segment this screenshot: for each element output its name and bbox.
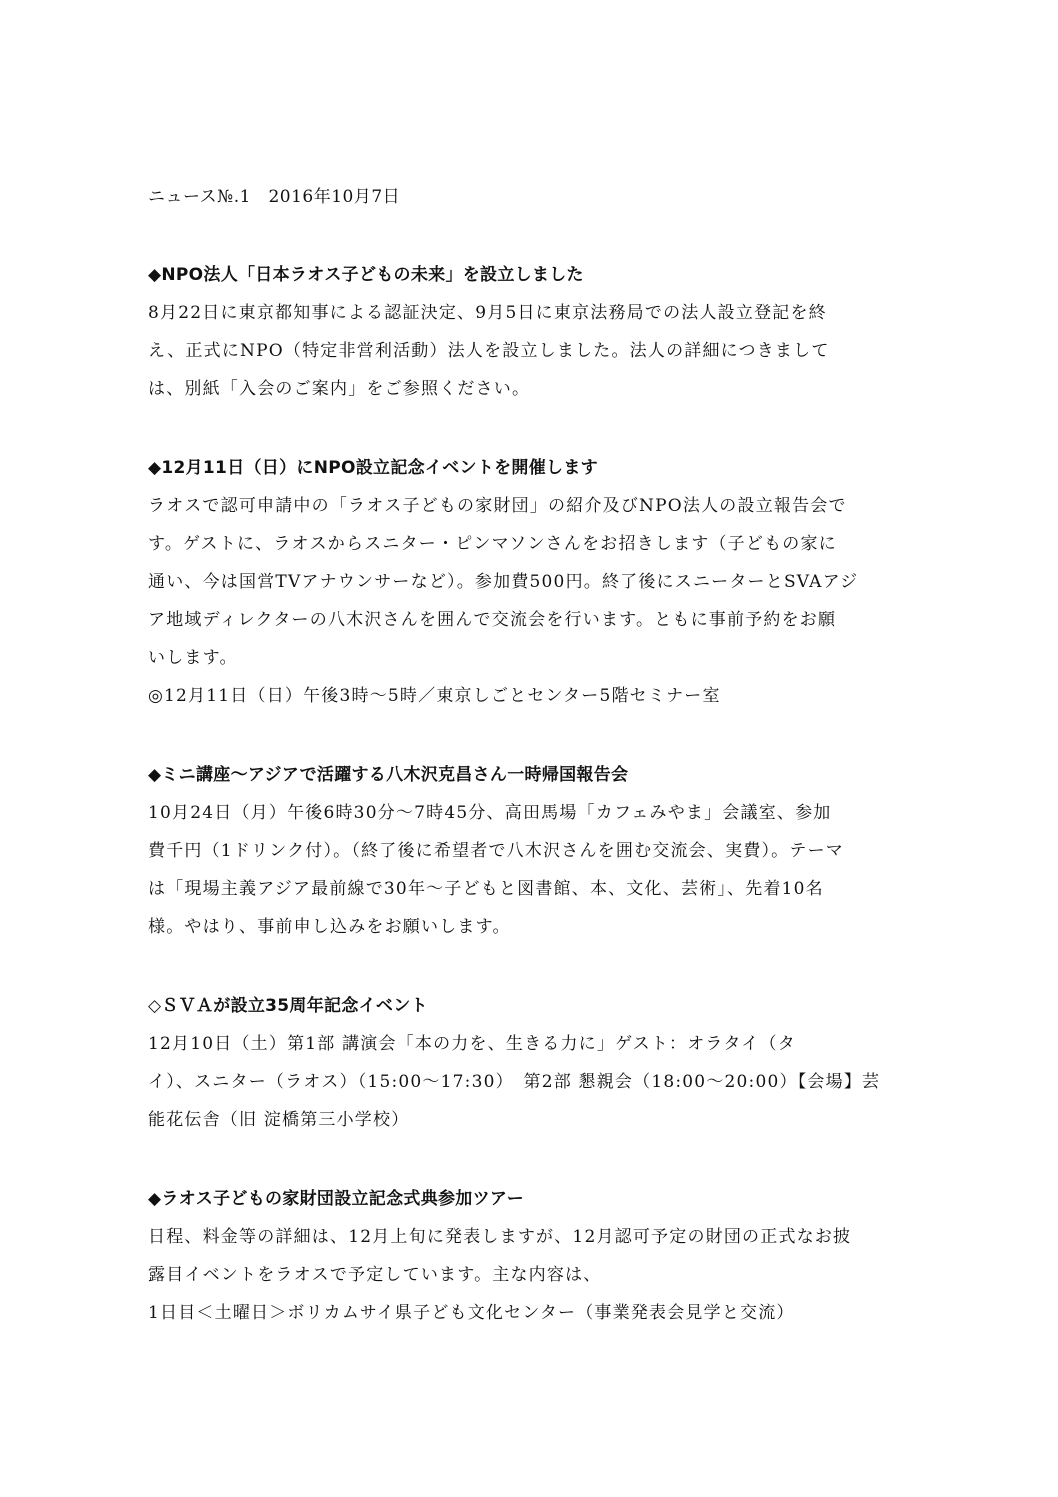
paragraph-line: え、正式にNPO（特定非営利活動）法人を設立しました。法人の詳細につきまして <box>148 341 830 361</box>
paragraph-line: 露目イベントをラオスで予定しています。主な内容は、 <box>148 1265 602 1285</box>
paragraph-line: は、別紙「入会のご案内」をご参照ください。 <box>148 379 531 399</box>
news-header: ニュース№.1 2016年10月7日 <box>148 187 401 207</box>
section-title: ◆ラオス子どもの家財団設立記念式典参加ツアー <box>148 1189 524 1209</box>
paragraph-line: 1日目＜土曜日＞ボリカムサイ県子ども文化センター（事業発表会見学と交流） <box>148 1303 795 1323</box>
paragraph-line: は「現場主義アジア最前線で30年〜子どもと図書館、本、文化、芸術」、先着10名 <box>148 879 824 899</box>
paragraph-line: 8月22日に東京都知事による認証決定、9月5日に東京法務局での法人設立登記を終 <box>148 303 827 323</box>
section-commemorative-event <box>148 449 918 715</box>
paragraph-line: 日程、料金等の詳細は、12月上旬に発表しますが、12月認可予定の財団の正式なお披 <box>148 1227 852 1247</box>
paragraph-line: 費千円（1ドリンク付）。（終了後に希望者で八木沢さんを囲む交流会、実費）。テーマ <box>148 841 844 861</box>
document-body <box>148 178 918 1373</box>
paragraph-line: 通い、今は国営TVアナウンサーなど）。参加費500円。終了後にスニーターとSVAアジ <box>148 572 859 592</box>
section-title: ◆NPO法人「日本ラオス子どもの未来」を設立しました <box>148 265 584 285</box>
section-sva-anniversary <box>148 987 918 1139</box>
section-title: ◆12月11日（日）にNPO設立記念イベントを開催します <box>148 458 598 478</box>
paragraph-line: 10月24日（月）午後6時30分〜7時45分、高田馬場「カフェみやま」会議室、参加 <box>148 803 832 823</box>
paragraph-line: 能花伝舎（旧 淀橋第三小学校） <box>148 1110 410 1130</box>
paragraph-line: ア地域ディレクターの八木沢さんを囲んで交流会を行います。ともに事前予約をお願 <box>148 610 837 630</box>
section-title: ◇ＳＶＡが設立35周年記念イベント <box>148 996 428 1016</box>
section-ceremony-tour <box>148 1180 918 1332</box>
paragraph-line: 12月10日（土）第1部 講演会「本の力を、生きる力に」ゲスト：オラタイ（タ <box>148 1034 796 1054</box>
paragraph-line: いします。 <box>148 648 238 668</box>
paragraph-line: ラオスで認可申請中の「ラオス子どもの家財団」の紹介及びNPO法人の設立報告会で <box>148 496 847 516</box>
paragraph-line: 様。やはり、事前申し込みをお願いします。 <box>148 917 511 937</box>
paragraph-line: す。ゲストに、ラオスからスニター・ピンマソンさんをお招きします（子どもの家に <box>148 534 837 554</box>
section-title: ◆ミニ講座〜アジアで活躍する八木沢克昌さん一時帰国報告会 <box>148 765 629 785</box>
paragraph-line: イ）、スニター（ラオス）（15:00〜17:30） 第2部 懇親会（18:00〜20:00）【会場】芸 <box>148 1072 881 1092</box>
event-details-line: ◎12月11日（日）午後3時〜5時／東京しごとセンター5階セミナー室 <box>148 686 721 706</box>
section-mini-lecture <box>148 756 918 946</box>
section-npo-established <box>148 256 918 408</box>
